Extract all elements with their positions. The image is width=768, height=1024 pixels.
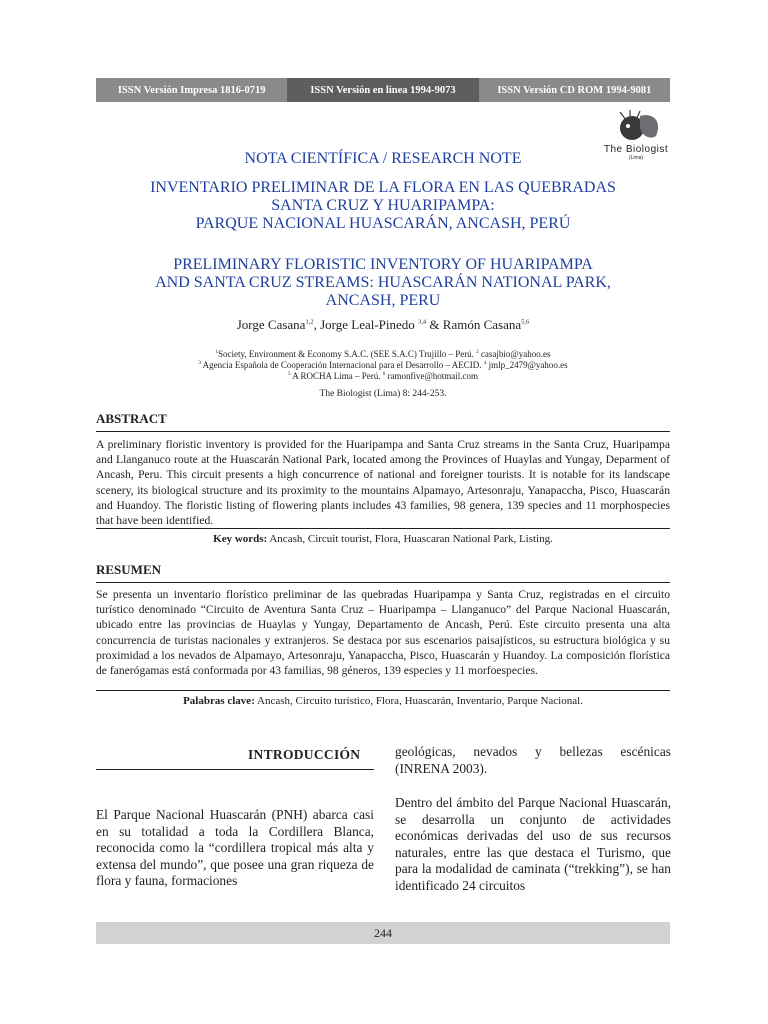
affil-1-sup: 1 xyxy=(215,350,219,355)
affil-2-sup: 3 xyxy=(198,361,201,366)
palabras-clave-label: Palabras clave: xyxy=(183,695,255,707)
keywords-label: Key words: xyxy=(213,533,268,545)
issn-print: ISSN Versión Impresa 1816-0719 xyxy=(96,78,287,102)
affil-1-email: casajbio@yahoo.es xyxy=(478,349,551,359)
author-1-sup: 1,2 xyxy=(305,318,314,326)
author-2-sup: 3,4 xyxy=(418,318,427,326)
palabras-clave-text: Ancash, Circuito turístico, Flora, Huascarán, Inventario, Parque Nacional. xyxy=(254,695,583,707)
resumen-keywords xyxy=(96,695,670,707)
resumen-rule-top xyxy=(96,582,670,583)
affil-3-sup2: 6 xyxy=(382,372,386,377)
affil-3-text: A ROCHA Lima – Perú. xyxy=(290,371,383,381)
author-3: Ramón Casana xyxy=(442,317,522,332)
author-3-sup: 5,6 xyxy=(521,318,530,326)
affil-1-text: Society, Environment & Economy S.A.C. (SEE S.A.C) Trujillo – Perú. xyxy=(218,349,477,359)
keywords-text: Ancash, Circuit tourist, Flora, Huascaran National Park, Listing. xyxy=(267,533,553,545)
authors xyxy=(96,317,670,333)
title-en-2: AND SANTA CRUZ STREAMS: HUASCARÁN NATIONAL PARK, xyxy=(155,274,611,291)
logo-sub: (Lima) xyxy=(628,155,644,161)
resumen-heading: RESUMEN xyxy=(96,562,162,577)
page-number: 244 xyxy=(374,925,392,940)
logo-name: The Biologist xyxy=(603,144,669,155)
citation: The Biologist (Lima) 8: 244-253. xyxy=(319,389,447,399)
resumen-rule-bottom xyxy=(96,690,670,691)
title-en-1: PRELIMINARY FLORISTIC INVENTORY OF HUARIPAMPA xyxy=(173,256,593,273)
title-en-3: ANCASH, PERU xyxy=(325,292,441,309)
affil-2-email: jmlp_2479@yahoo.es xyxy=(486,360,568,370)
title-es-1: INVENTARIO PRELIMINAR DE LA FLORA EN LAS QUEBRADAS xyxy=(150,179,616,196)
intro-rule xyxy=(96,769,374,770)
page-number-bar xyxy=(96,922,670,944)
affil-2-sup2: 4 xyxy=(483,361,487,366)
abstract-keywords xyxy=(96,533,670,545)
abstract-rule-top xyxy=(96,431,670,432)
author-sep-1: , xyxy=(313,317,321,332)
intro-right-paragraph-2: Dentro del ámbito del Parque Nacional Huascarán, se desarrolla un conjunto de actividades económicas derivadas del uso de sus recursos naturales, entre las que destaca el Turismo, que para la modalidad de caminata (“trekking”), se han identificado 24 circuitos xyxy=(395,795,671,893)
affiliation-3 xyxy=(96,369,670,382)
author-sep-2: & xyxy=(426,317,443,332)
intro-left-paragraph: El Parque Nacional Huascarán (PNH) abarca casi en su totalidad a toda la Cordillera Blanca, reconocida como la “cordillera tropical más alta y extensa del mundo”, que posee una gran riqueza de flora y fauna, formaciones xyxy=(96,807,374,889)
affil-3-email: ramonfive@hotmail.com xyxy=(385,371,479,381)
issn-cdrom: ISSN Versión CD ROM 1994-9081 xyxy=(479,78,670,102)
issn-bar xyxy=(96,78,670,102)
abstract-heading: ABSTRACT xyxy=(96,411,167,426)
title-es-2: SANTA CRUZ Y HUARIPAMPA: xyxy=(271,197,495,214)
affil-2-text: Agencia Española de Cooperación Internacional para el Desarrollo – AECID. xyxy=(200,360,484,370)
abstract-text: A preliminary floristic inventory is provided for the Huaripampa and Santa Cruz streams in the Santa Cruz, Huaripampa and Llanganuco route at the Huascarán National Park, located among the Provinces of Huaylas and Yungay, Deparment of Ancash, Peru. This circuit presents a high concurrence of national and foreigner tourists. It is notable for its landscape scenery, its biological structure and its proximity to the mountains Alpamayo, Artesonraju, Yanapaccha, Pisco, Huascarán and Huandoy. The floristic listing of flowering plants includes 43 families, 98 genera, 139 species and 11 morphospecies that have been identified. xyxy=(96,438,670,528)
affil-3-sup: 5 xyxy=(287,372,291,377)
resumen-text: Se presenta un inventario florístico preliminar de las quebradas Huaripampa y Santa Cruz, registradas en el circuito turístico denominado “Circuito de Aventura Santa Cruz – Huaripampa – Llanganuco” del Parque Nacional Huascarán, ubicado entre las provincias de Huaylas y Yungay, Departamento de Ancash, Perú. Este circuito presenta una alta concurrencia de turistas nacionales y extranjeros. Se destaca por sus escenarios paisajísticos, su estructura biológica y su proximidad a los nevados de Alpamayo, Artesonraju, Yanapaccha, Pisco, Huascarán y Huandoy. La composición florística de fanerógamas está conformada por 43 familias, 98 géneros, 139 especies y 11 morfoespecies. xyxy=(96,588,670,678)
beetle-leaf-icon xyxy=(596,108,676,146)
intro-heading: INTRODUCCIÓN xyxy=(248,747,361,762)
note-type: NOTA CIENTÍFICA / RESEARCH NOTE xyxy=(244,150,522,167)
intro-right-paragraph-1: geológicas, nevados y bellezas escénicas (INRENA 2003). xyxy=(395,744,671,776)
author-2: Jorge Leal-Pinedo xyxy=(320,317,419,332)
author-1: Jorge Casana xyxy=(236,317,306,332)
title-es-3: PARQUE NACIONAL HUASCARÁN, ANCASH, PERÚ xyxy=(195,215,571,232)
abstract-rule-bottom xyxy=(96,528,670,529)
affil-1-sup2: 2 xyxy=(476,350,479,355)
issn-online: ISSN Versión en linea 1994-9073 xyxy=(287,78,478,102)
